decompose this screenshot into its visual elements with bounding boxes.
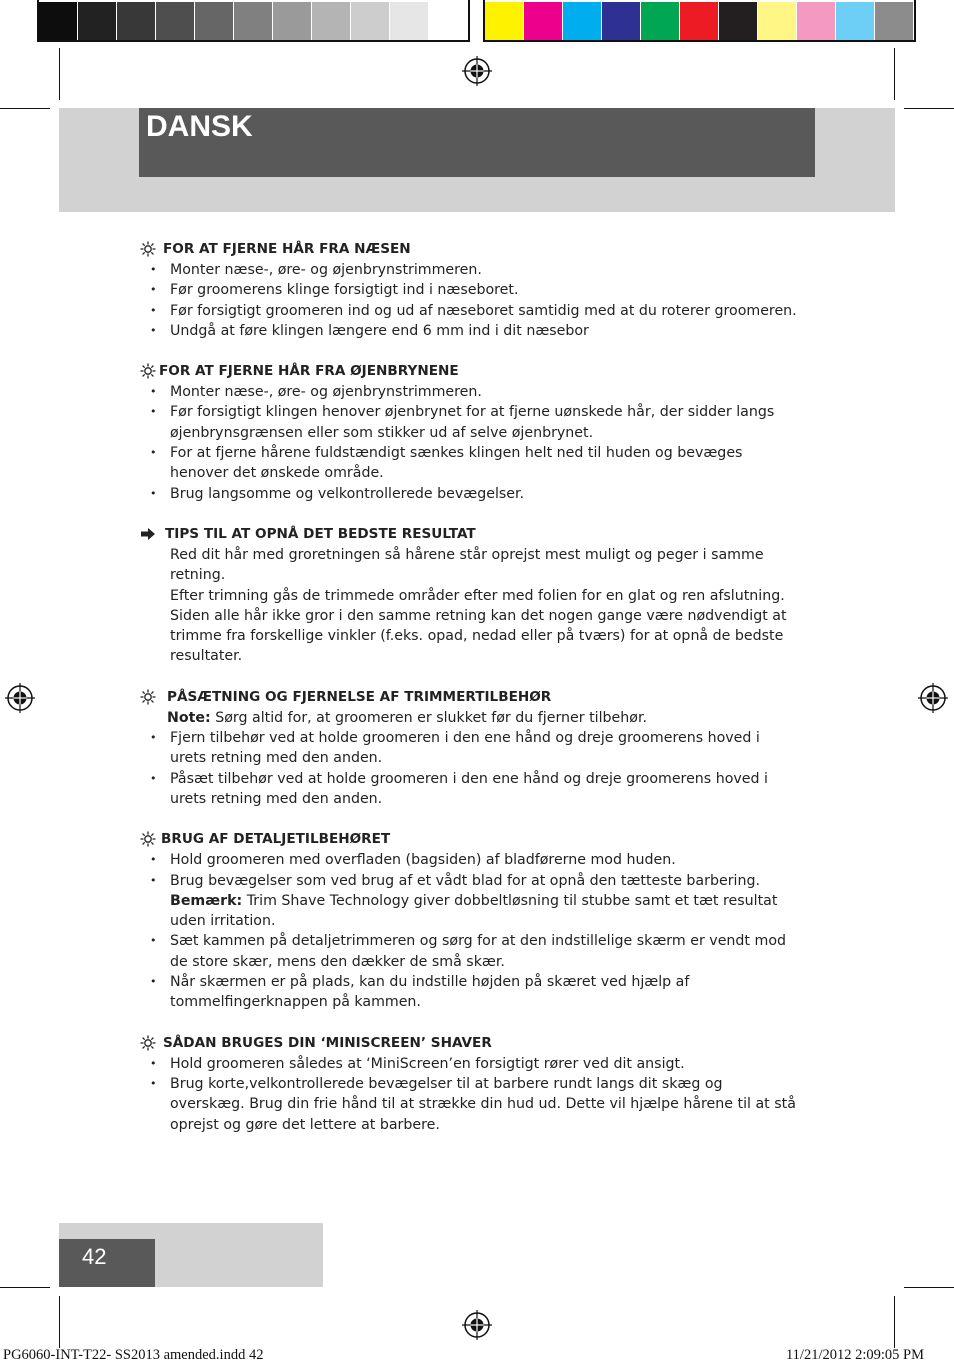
color-swatch	[680, 2, 719, 40]
gray-swatch	[351, 2, 390, 40]
list-item: • For at fjerne hårene fuldstændigt sænkes klingen helt ned til huden og bevæges henover det ønskede område.	[140, 443, 800, 484]
crop-mark	[894, 1296, 895, 1348]
process-color-bar	[483, 0, 916, 42]
color-swatch	[524, 2, 563, 40]
sun-icon	[140, 241, 156, 257]
sun-icon	[140, 1035, 156, 1051]
sun-icon	[140, 831, 156, 847]
crop-mark	[904, 1287, 954, 1288]
color-swatch	[641, 2, 680, 40]
section-title: FOR AT FJERNE HÅR FRA ØJENBRYNENE	[159, 363, 459, 380]
arrow-right-icon	[140, 526, 156, 542]
crop-mark	[59, 48, 60, 100]
registration-mark-icon	[918, 683, 948, 713]
section-nose	[140, 238, 800, 341]
sun-icon	[140, 689, 156, 705]
list-item: • Brug langsomme og velkontrollerede bevægelser.	[140, 484, 800, 504]
list-item-text: Brug bevægelser som ved brug af et vådt blad for at opnå den tætteste barbering.	[170, 872, 760, 889]
crop-mark	[0, 1287, 50, 1288]
list-item: • Undgå at føre klingen længere end 6 mm ind i dit næsebor	[140, 321, 800, 341]
section-title: PÅSÆTNING OG FJERNELSE AF TRIMMERTILBEHØR	[167, 688, 552, 705]
list-item: • Påsæt tilbehør ved at holde groomeren i den ene hånd og dreje groomerens hoved i urets retning med den anden.	[140, 769, 800, 810]
color-swatch	[485, 2, 524, 40]
color-swatch	[719, 2, 758, 40]
list-item: • Sæt kammen på detaljetrimmeren og sørg for at den indstillelige skærm er vendt mod de store skær, mens den dækker de små skær.	[140, 931, 800, 972]
color-swatch	[836, 2, 875, 40]
section-title: SÅDAN BRUGES DIN ‘MINISCREEN’ SHAVER	[163, 1034, 492, 1051]
tip-paragraph: Efter trimning gås de trimmede områder efter med folien for en glat og ren afslutning.	[170, 587, 785, 604]
list-item: • Hold groomeren således at ‘MiniScreen’en forsigtigt rører ved dit ansigt.	[140, 1054, 800, 1074]
note-line	[140, 708, 800, 728]
gray-swatch	[234, 2, 273, 40]
list-item: • Hold groomeren med overfladen (bagsiden) af bladførerne mod huden.	[140, 850, 800, 870]
list-item: • Brug korte,velkontrollerede bevægelser til at barbere rundt langs dit skæg og overskæg. Brug din frie hånd til at strække din hud ud. Dette vil hjælpe hårene til at stå oprejst og gøre det lettere at barbere.	[140, 1074, 800, 1135]
list-item: • Før forsigtigt klingen henover øjenbrynet for at fjerne uønskede hår, der sidder langs øjenbrynsgrænsen eller som stikker ud af selve øjenbrynet.	[140, 402, 800, 443]
registration-mark-icon	[462, 56, 492, 86]
section-detail-attachment	[140, 828, 800, 1012]
section-title: FOR AT FJERNE HÅR FRA NÆSEN	[163, 241, 411, 257]
list-item	[140, 871, 800, 932]
crop-mark	[59, 1296, 60, 1348]
list-item: • Monter næse-, øre- og øjenbrynstrimmeren.	[140, 382, 800, 402]
color-swatch	[875, 2, 914, 40]
section-heading	[140, 686, 800, 708]
color-swatch	[758, 2, 797, 40]
list-item: • Før groomerens klinge forsigtigt ind i næseboret.	[140, 280, 800, 300]
file-slug: PG6060-INT-T22- SS2013 amended.indd 42	[3, 1347, 264, 1363]
crop-mark	[894, 48, 895, 100]
section-heading	[140, 360, 800, 382]
gray-swatch	[195, 2, 234, 40]
crop-mark	[904, 108, 954, 109]
grayscale-color-bar	[37, 0, 470, 42]
tip-paragraph: Red dit hår med groretningen så hårene står oprejst mest muligt og peger i samme retning.	[170, 546, 764, 584]
note-label: Note:	[167, 709, 211, 726]
color-swatch	[602, 2, 641, 40]
registration-mark-icon	[462, 1310, 492, 1340]
gray-swatch	[273, 2, 312, 40]
section-heading	[140, 1032, 800, 1054]
section-heading	[140, 238, 800, 260]
list-item: • Fjern tilbehør ved at holde groomeren i den ene hånd og dreje groomerens hoved i urets retning med den anden.	[140, 728, 800, 769]
crop-mark	[0, 108, 50, 109]
registration-mark-icon	[5, 683, 35, 713]
gray-swatch	[156, 2, 195, 40]
note-text: Trim Shave Technology giver dobbeltløsning til stubbe samt et tæt resultat uden irritation.	[170, 892, 778, 930]
gray-swatch	[429, 2, 468, 40]
sun-icon	[140, 363, 156, 379]
gray-swatch	[117, 2, 156, 40]
section-tips	[140, 523, 800, 667]
section-title: BRUG AF DETALJETILBEHØRET	[161, 831, 391, 848]
section-eyebrows	[140, 360, 800, 504]
note-label: Bemærk:	[170, 892, 243, 909]
section-heading	[140, 828, 800, 850]
section-heading	[140, 523, 800, 545]
color-swatch	[563, 2, 602, 40]
page-number-box	[59, 1239, 155, 1287]
note-text: Sørg altid for, at groomeren er slukket før du fjerner tilbehør.	[210, 709, 647, 726]
gray-swatch	[39, 2, 78, 40]
list-item: • Før forsigtigt groomeren ind og ud af næseboret samtidig med at du roterer groomeren.	[140, 301, 800, 321]
section-title: TIPS TIL AT OPNÅ DET BEDSTE RESULTAT	[165, 525, 476, 542]
page-number: 42	[82, 1244, 107, 1269]
list-item: • Når skærmen er på plads, kan du indstille højden på skæret ved hjælp af tommelfingerknappen på kammen.	[140, 972, 800, 1013]
gray-swatch	[390, 2, 429, 40]
list-item: • Monter næse-, øre- og øjenbrynstrimmeren.	[140, 260, 800, 280]
gray-swatch	[78, 2, 117, 40]
date-slug: 11/21/2012 2:09:05 PM	[785, 1347, 924, 1363]
color-swatch	[797, 2, 836, 40]
tip-paragraph: Siden alle hår ikke gror i den samme retning kan det nogen gange være nødvendigt at trimme fra forskellige vinkler (f.eks. opad, nedad eller på tværs) for at opnå de bedste resultater.	[170, 607, 787, 665]
section-attachments	[140, 686, 800, 809]
content-area	[140, 238, 800, 1154]
section-miniscreen	[140, 1032, 800, 1135]
page-title: DANSK	[146, 110, 253, 143]
gray-swatch	[312, 2, 351, 40]
